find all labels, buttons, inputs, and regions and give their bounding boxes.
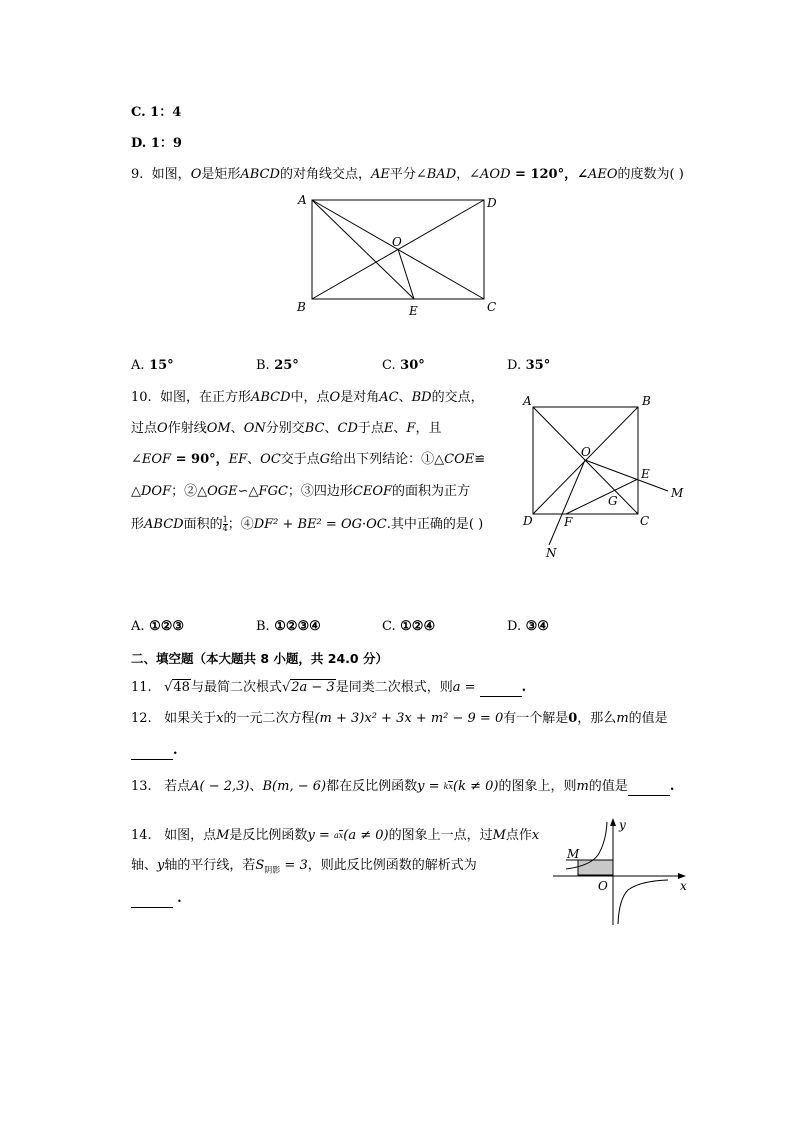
q14-hyperbola-figure: [545, 815, 695, 930]
question-10-line-1: 10. 如图，在正方形ABCD中，点O是对角AC、BD的交点，: [131, 390, 484, 405]
q14-hyperbola-branch-right: [618, 880, 668, 924]
q10-label-d: D: [523, 514, 533, 528]
q14-label-m: M: [567, 847, 580, 861]
q10-label-n: N: [546, 546, 557, 560]
sqrt-symbol: √: [281, 680, 291, 695]
option-d-prev: D. 1：9: [131, 136, 182, 151]
q10-option-a[interactable]: A. ①②③: [131, 619, 185, 634]
question-10-line-4: △DOF；②△OGE∽△FGC；③四边形CEOF的面积为正方: [131, 484, 471, 499]
q10-label-f: F: [564, 515, 573, 529]
q9-label-b: B: [297, 300, 306, 314]
q10-label-c: C: [640, 514, 650, 528]
question-12-answer-line: .: [131, 742, 178, 760]
question-12-text: 12. 如果关于x的一元二次方程(m + 3)x² + 3x + m² − 9 = 0有一个解是0，那么m的值是: [131, 711, 668, 726]
question-14-answer-line: .: [131, 890, 182, 908]
section-2-title: 二、填空题（本大题共 8 小题，共 24.0 分）: [131, 651, 388, 666]
q10-label-b: B: [642, 394, 651, 408]
q10-label-e: E: [641, 467, 650, 481]
question-10-line-2: 过点O作射线OM、ON分别交BC、CD于点E、F，且: [131, 421, 442, 436]
q14-y-arrow: [610, 818, 616, 826]
q9-label-o: O: [392, 235, 402, 249]
q10-option-c[interactable]: C. ①②④: [382, 619, 436, 634]
q9-option-b[interactable]: B. 25°: [256, 358, 299, 373]
question-14-line-2: 轴、y轴的平行线，若$S_{阴影} = 3$，则此反比例函数的解析式为: [131, 858, 477, 875]
fraction-one-quarter: $\frac{1}{4}$: [222, 515, 228, 533]
q9-rectangle-figure: [290, 190, 510, 320]
fraction-a-over-x: ax: [333, 830, 344, 840]
q12-answer-blank[interactable]: [131, 746, 173, 760]
q14-label-o: O: [598, 879, 608, 893]
q10-segment-ef: [566, 479, 638, 514]
q10-option-b[interactable]: B. ①②③④: [256, 619, 321, 634]
q10-ray-on: [549, 460, 585, 545]
option-c-prev: C. 1：4: [131, 105, 182, 120]
q9-label-a: A: [298, 193, 307, 207]
question-10-line-3: ∠EOF = 90°，EF、OC交于点G给出下列结论：①△COE≌: [131, 452, 486, 467]
question-10-line-5: 形ABCD面积的 $\frac{1}{4}$ ；④DF² + BE² = OG·OC.其中正确的是( ): [131, 515, 484, 533]
q9-label-c: C: [487, 300, 497, 314]
q13-answer-blank[interactable]: [628, 782, 670, 796]
question-14-line-1: 14. 如图，点M是反比例函数y = ax(a ≠ 0)的图象上一点，过M点作x: [131, 828, 540, 843]
q9-label-d: D: [487, 196, 497, 210]
q10-label-g: G: [608, 494, 618, 508]
question-9-text: 9. 如图，O是矩形ABCD的对角线交点，AE平分∠BAD，∠AOD = 120°，∠AEO的度数为( ): [131, 167, 684, 182]
q10-label-a: A: [523, 394, 532, 408]
q10-option-d[interactable]: D. ③④: [507, 619, 549, 634]
q11-answer-blank[interactable]: [480, 683, 522, 697]
q9-label-e: E: [409, 304, 418, 318]
q9-option-a[interactable]: A. 15°: [131, 358, 174, 373]
q10-square-figure: [515, 390, 695, 560]
q10-label-m: M: [671, 486, 684, 500]
question-13-text: 13. 若点A( − 2,3)、B(m, − 6)都在反比例函数y = kx(k ≠ 0)的图象上，则m的值是 .: [131, 779, 675, 794]
q14-label-x: x: [680, 879, 687, 893]
question-11-text: 11. √48与最简二次根式√2a − 3是同类二次根式，则a = .: [131, 680, 527, 695]
fraction-k-over-x: kx: [443, 781, 453, 791]
q14-label-y: y: [619, 818, 626, 832]
sqrt-symbol: √: [164, 680, 173, 695]
q14-shaded-rectangle: [578, 860, 613, 875]
q10-label-o: O: [581, 445, 591, 459]
q10-ray-om: [585, 460, 668, 491]
q9-option-d[interactable]: D. 35°: [507, 358, 551, 373]
q14-answer-blank[interactable]: [131, 894, 173, 908]
q9-option-c[interactable]: C. 30°: [382, 358, 425, 373]
